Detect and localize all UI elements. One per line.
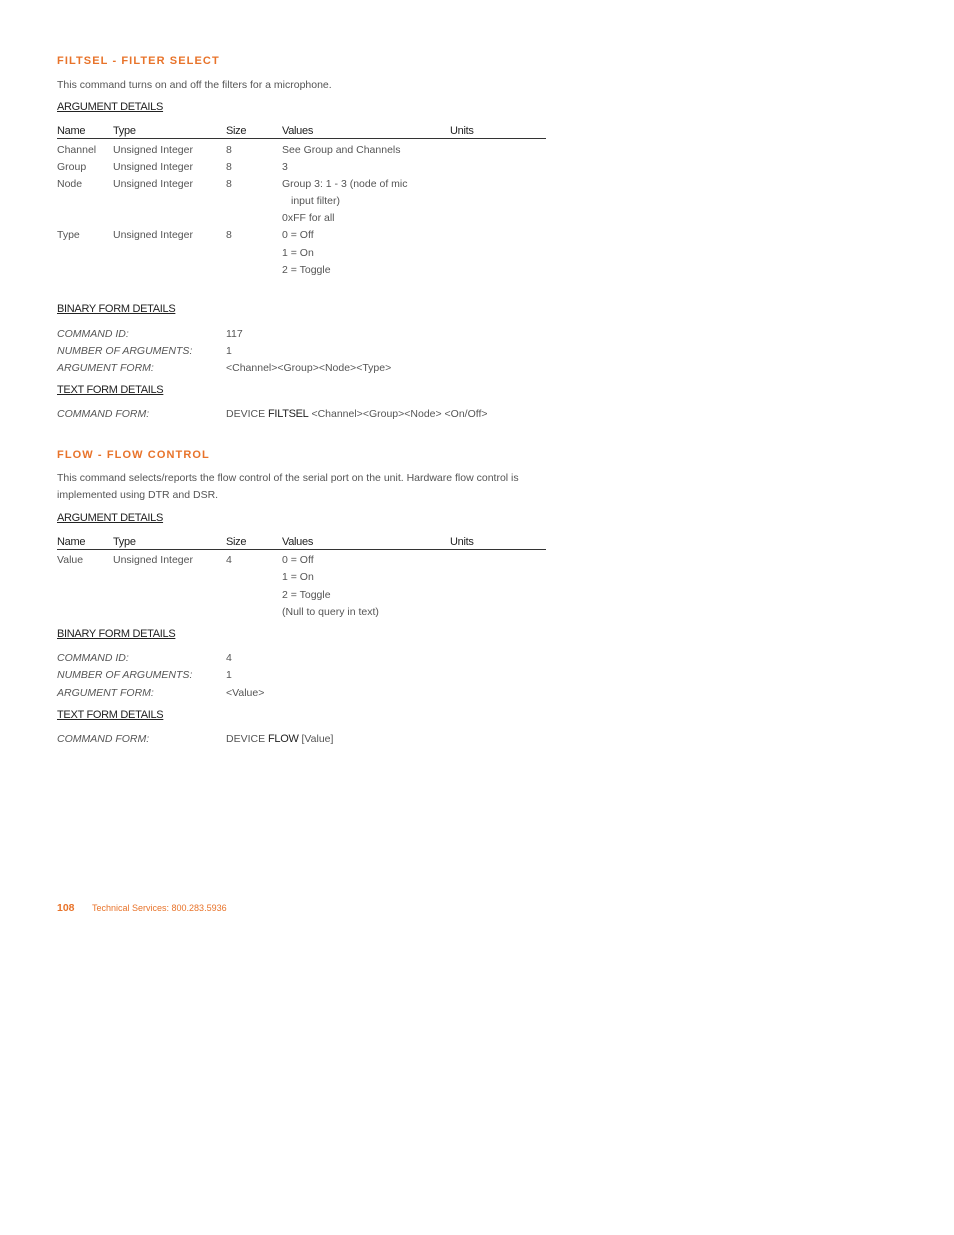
command-id-label: COMMAND ID: xyxy=(57,328,129,340)
table-cell-type: Unsigned Integer xyxy=(113,161,193,173)
table-cell-value: 0 = Off xyxy=(282,554,314,566)
table-cell-value: 1 = On xyxy=(282,571,314,583)
command-keyword: FILTSEL xyxy=(268,408,309,420)
filtsel-text-form-title: TEXT FORM DETAILS xyxy=(57,384,164,396)
command-form-label: COMMAND FORM: xyxy=(57,733,150,745)
table-cell-type: Unsigned Integer xyxy=(113,554,193,566)
num-args-label: NUMBER OF ARGUMENTS: xyxy=(57,345,193,357)
table-header-rule xyxy=(57,138,546,139)
table-cell-value: See Group and Channels xyxy=(282,144,401,156)
table-cell-value: 2 = Toggle xyxy=(282,589,331,601)
command-form-value: DEVICE FLOW [Value] xyxy=(226,733,334,745)
table-cell-name: Channel xyxy=(57,144,97,156)
table-cell-value: 0 = Off xyxy=(282,229,314,241)
table-cell-value: 3 xyxy=(282,161,288,173)
table-header-type: Type xyxy=(113,125,136,137)
table-header-size: Size xyxy=(226,125,247,137)
table-header-values: Values xyxy=(282,536,314,548)
table-header-type: Type xyxy=(113,536,136,548)
filtsel-intro: This command turns on and off the filters for a microphone. xyxy=(57,79,332,91)
num-args-label: NUMBER OF ARGUMENTS: xyxy=(57,669,193,681)
page-number: 108 xyxy=(57,902,75,914)
command-form-label: COMMAND FORM: xyxy=(57,408,150,420)
command-id-value: 4 xyxy=(226,652,232,664)
table-cell-size: 8 xyxy=(226,229,232,241)
command-form-value: DEVICE FILTSEL <Channel><Group><Node> <On/Off> xyxy=(226,408,488,420)
table-header-name: Name xyxy=(57,536,86,548)
table-header-rule xyxy=(57,549,546,550)
flow-argument-details-title: ARGUMENT DETAILS xyxy=(57,512,164,524)
table-cell-type: Unsigned Integer xyxy=(113,144,193,156)
table-header-name: Name xyxy=(57,125,86,137)
arg-form-label: ARGUMENT FORM: xyxy=(57,362,154,374)
filtsel-binary-form-title: BINARY FORM DETAILS xyxy=(57,303,176,315)
table-cell-name: Type xyxy=(57,229,80,241)
table-cell-type: Unsigned Integer xyxy=(113,229,193,241)
table-cell-size: 8 xyxy=(226,144,232,156)
table-header-size: Size xyxy=(226,536,247,548)
table-cell-size: 8 xyxy=(226,178,232,190)
num-args-value: 1 xyxy=(226,669,232,681)
command-id-value: 117 xyxy=(226,328,243,340)
table-cell-name: Value xyxy=(57,554,84,566)
table-cell-value: 1 = On xyxy=(282,247,314,259)
arg-form-label: ARGUMENT FORM: xyxy=(57,687,154,699)
filtsel-argument-details-title: ARGUMENT DETAILS xyxy=(57,101,164,113)
table-cell-type: Unsigned Integer xyxy=(113,178,193,190)
command-id-label: COMMAND ID: xyxy=(57,652,129,664)
flow-text-form-title: TEXT FORM DETAILS xyxy=(57,709,164,721)
arg-form-value: <Channel><Group><Node><Type> xyxy=(226,362,392,374)
table-cell-name: Node xyxy=(57,178,83,190)
num-args-value: 1 xyxy=(226,345,232,357)
table-header-units: Units xyxy=(450,536,474,548)
table-cell-value: (Null to query in text) xyxy=(282,606,379,618)
table-header-units: Units xyxy=(450,125,474,137)
arg-form-value: <Value> xyxy=(226,687,265,699)
flow-intro: This command selects/reports the flow control of the serial port on the unit. Hardware flow control is implemented using DTR and DSR. xyxy=(57,472,519,501)
table-cell-name: Group xyxy=(57,161,87,173)
table-cell-value: input filter) xyxy=(291,195,341,207)
table-header-values: Values xyxy=(282,125,314,137)
table-cell-size: 4 xyxy=(226,554,232,566)
table-cell-value: 2 = Toggle xyxy=(282,264,331,276)
table-cell-value: Group 3: 1 - 3 (node of mic xyxy=(282,178,408,190)
section-heading-flow: FLOW - FLOW CONTROL xyxy=(57,449,210,461)
section-heading-filtsel: FILTSEL - FILTER SELECT xyxy=(57,55,220,67)
flow-binary-form-title: BINARY FORM DETAILS xyxy=(57,628,176,640)
table-cell-size: 8 xyxy=(226,161,232,173)
table-cell-value: 0xFF for all xyxy=(282,212,335,224)
command-keyword: FLOW xyxy=(268,733,299,745)
footer-text: Technical Services: 800.283.5936 xyxy=(92,903,227,913)
